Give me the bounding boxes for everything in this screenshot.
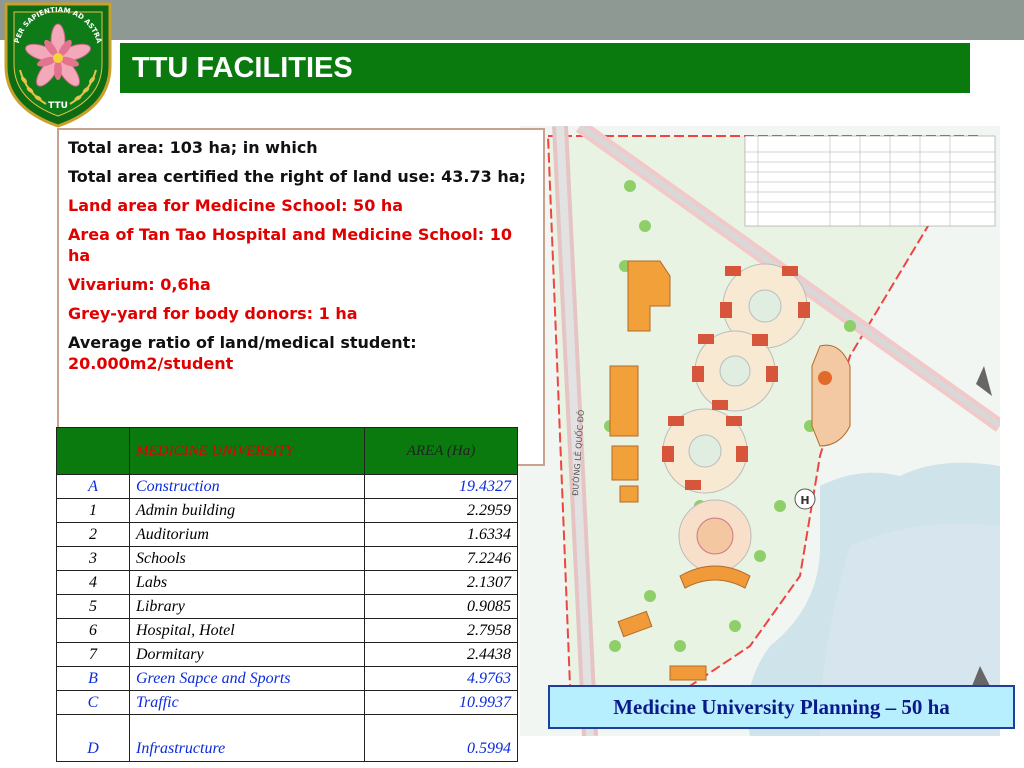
row-id: C (57, 691, 130, 715)
table-header-university: MEDICINE UNIVERSITY (130, 428, 365, 475)
table-row (57, 643, 518, 667)
row-name: Infrastructure (130, 715, 365, 762)
row-name: Dormitary (130, 643, 365, 667)
top-bar (0, 0, 1024, 40)
ttu-logo (2, 0, 114, 128)
row-id: B (57, 667, 130, 691)
row-name: Traffic (130, 691, 365, 715)
row-id: D (57, 715, 130, 762)
table-row (57, 715, 518, 762)
table-row (57, 523, 518, 547)
row-area: 4.9763 (365, 667, 518, 691)
row-name: Labs (130, 571, 365, 595)
page-title: TTU FACILITIES (132, 52, 353, 84)
row-id: 6 (57, 619, 130, 643)
info-certified-area: Total area certified the right of land use: 43.73 ha; (68, 167, 526, 186)
road-label: ĐƯỜNG LÊ QUỐC ĐÔ (571, 409, 587, 497)
row-id: 3 (57, 547, 130, 571)
info-average-ratio (68, 332, 533, 374)
table-header-index (57, 428, 130, 475)
row-id: 4 (57, 571, 130, 595)
row-id: 7 (57, 643, 130, 667)
row-area: 2.4438 (365, 643, 518, 667)
row-area: 2.7958 (365, 619, 518, 643)
title-bar (120, 43, 970, 93)
row-name: Admin building (130, 499, 365, 523)
table-header-area: AREA (Ha) (365, 428, 518, 475)
table-row (57, 475, 518, 499)
info-total-area: Total area: 103 ha; in which (68, 138, 318, 157)
table-row (57, 595, 518, 619)
info-average-ratio-label: Average ratio of land/medical student: (68, 333, 417, 352)
row-name: Auditorium (130, 523, 365, 547)
row-id: 5 (57, 595, 130, 619)
row-area: 7.2246 (365, 547, 518, 571)
table-row (57, 571, 518, 595)
hospital-marker: H (800, 494, 810, 507)
row-name: Schools (130, 547, 365, 571)
row-area: 0.9085 (365, 595, 518, 619)
map-caption: Medicine University Planning – 50 ha (613, 695, 950, 719)
logo-motto: PER SAPIENTIAM AD ASTRA (13, 5, 103, 45)
info-box (57, 128, 545, 466)
table-row (57, 547, 518, 571)
row-name: Green Sapce and Sports (130, 667, 365, 691)
info-grey-yard: Grey-yard for body donors: 1 ha (68, 304, 358, 323)
info-average-ratio-value: 20.000m2/student (68, 354, 234, 373)
row-area: 0.5994 (365, 715, 518, 762)
table-row (57, 691, 518, 715)
row-name: Library (130, 595, 365, 619)
table-header-row (57, 428, 518, 475)
info-medicine-school-area: Land area for Medicine School: 50 ha (68, 196, 404, 215)
row-area: 10.9937 (365, 691, 518, 715)
area-table (56, 427, 518, 762)
table-row (57, 667, 518, 691)
info-hospital-area: Area of Tan Tao Hospital and Medicine School: 10 ha (68, 225, 512, 265)
map-caption-box (548, 685, 1015, 729)
row-area: 2.1307 (365, 571, 518, 595)
table-row (57, 619, 518, 643)
site-plan-map (520, 126, 1000, 736)
row-area: 1.6334 (365, 523, 518, 547)
info-vivarium: Vivarium: 0,6ha (68, 275, 211, 294)
row-id: A (57, 475, 130, 499)
row-name: Hospital, Hotel (130, 619, 365, 643)
logo-initials: TTU (48, 101, 68, 111)
row-id: 1 (57, 499, 130, 523)
row-name: Construction (130, 475, 365, 499)
row-area: 2.2959 (365, 499, 518, 523)
row-id: 2 (57, 523, 130, 547)
table-row (57, 499, 518, 523)
row-area: 19.4327 (365, 475, 518, 499)
